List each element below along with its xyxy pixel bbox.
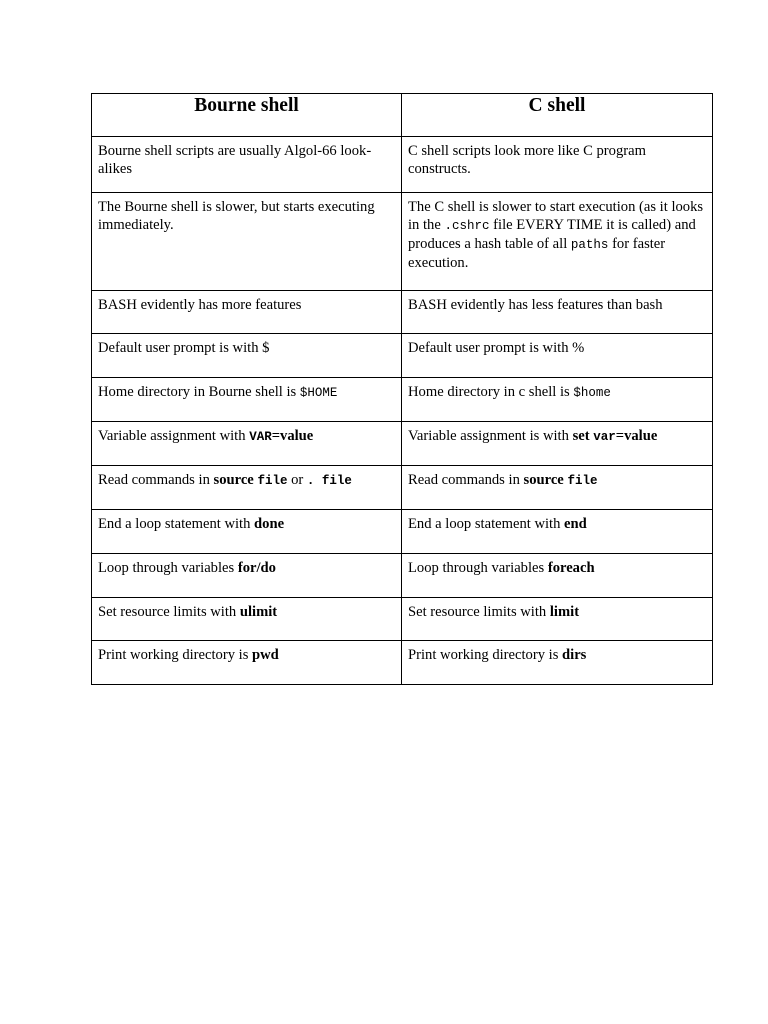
c-shell-cell xyxy=(402,466,713,510)
c-shell-cell xyxy=(402,193,713,291)
c-shell-cell xyxy=(402,510,713,554)
code-text: .cshrc xyxy=(444,219,490,233)
bold-text: for/do xyxy=(237,560,276,576)
cell-text: Default user prompt is with % xyxy=(408,340,585,356)
header-c-shell: C shell xyxy=(402,94,713,137)
c-shell-cell xyxy=(402,378,713,422)
cell-text: Read commands in xyxy=(98,472,214,488)
bourne-cell xyxy=(92,334,402,378)
header-bourne-shell: Bourne shell xyxy=(92,94,402,137)
bold-text: end xyxy=(564,516,587,532)
table-row xyxy=(92,641,713,685)
bold-text: set xyxy=(572,428,594,444)
table-row xyxy=(92,291,713,334)
bourne-cell xyxy=(92,137,402,193)
c-shell-cell xyxy=(402,422,713,466)
table-row xyxy=(92,422,713,466)
c-shell-cell xyxy=(402,291,713,334)
code-text: $home xyxy=(573,386,611,400)
cell-text: BASH evidently has more features xyxy=(98,297,302,313)
cell-text: C shell scripts look more like C program constructs. xyxy=(408,143,646,177)
code-text: VAR xyxy=(249,430,272,444)
bourne-cell xyxy=(92,554,402,598)
c-shell-cell xyxy=(402,137,713,193)
code-text: var xyxy=(593,430,616,444)
cell-text: BASH evidently has less features than bash xyxy=(408,297,663,313)
cell-text: for faster execution. xyxy=(408,236,666,271)
cell-text: The Bourne shell is slower, but starts executing immediately. xyxy=(98,199,375,233)
cell-text: Set resource limits with xyxy=(408,604,550,620)
c-shell-cell xyxy=(402,641,713,685)
cell-text: Loop through variables xyxy=(98,560,238,576)
cell-text: End a loop statement with xyxy=(98,516,255,532)
bourne-cell xyxy=(92,510,402,554)
cell-text: Home directory in Bourne shell is xyxy=(98,384,300,400)
code-text: $HOME xyxy=(299,386,338,400)
cell-text: Set resource limits with xyxy=(98,604,240,620)
table-row xyxy=(92,193,713,291)
c-shell-cell xyxy=(402,554,713,598)
bourne-cell xyxy=(92,422,402,466)
cell-text: Variable assignment is with xyxy=(408,428,573,444)
code-text: paths xyxy=(570,238,609,252)
cell-text: Default user prompt is with $ xyxy=(98,340,270,356)
cell-text: or xyxy=(287,472,307,488)
bourne-cell xyxy=(92,466,402,510)
cell-text: file EVERY TIME it is called) and produces a hash table of all xyxy=(408,217,696,252)
table-row xyxy=(92,378,713,422)
cell-text: Print working directory is xyxy=(408,647,563,663)
bourne-cell xyxy=(92,193,402,291)
table-row xyxy=(92,510,713,554)
bold-text: =value xyxy=(271,428,314,444)
cell-text: Read commands in xyxy=(408,472,524,488)
table-header-row xyxy=(92,94,713,137)
bold-text: pwd xyxy=(252,647,279,663)
bourne-cell xyxy=(92,291,402,334)
bold-text: ulimit xyxy=(239,604,278,620)
bold-text: dirs xyxy=(562,647,587,663)
bold-text: source xyxy=(523,472,568,488)
code-text: file xyxy=(257,474,288,488)
cell-text: The C shell is slower to start execution (as it looks in the xyxy=(408,199,704,233)
code-text: . file xyxy=(306,474,352,488)
bold-text: foreach xyxy=(547,560,595,576)
table-row xyxy=(92,466,713,510)
cell-text: Bourne shell scripts are usually Algol-66 look-alikes xyxy=(98,143,372,177)
bourne-cell xyxy=(92,641,402,685)
bold-text: limit xyxy=(549,604,580,620)
table-row xyxy=(92,554,713,598)
cell-text: Variable assignment with xyxy=(98,428,250,444)
cell-text: Home directory in c shell is xyxy=(408,384,574,400)
bourne-cell xyxy=(92,598,402,641)
cell-text: End a loop statement with xyxy=(408,516,565,532)
table-row xyxy=(92,598,713,641)
shell-comparison-table xyxy=(91,93,713,685)
c-shell-cell xyxy=(402,334,713,378)
cell-text: Loop through variables xyxy=(408,560,548,576)
bold-text: =value xyxy=(615,428,658,444)
bold-text: source xyxy=(213,472,258,488)
table-row xyxy=(92,137,713,193)
bourne-cell xyxy=(92,378,402,422)
code-text: file xyxy=(567,474,598,488)
c-shell-cell xyxy=(402,598,713,641)
table-row xyxy=(92,334,713,378)
cell-text: Print working directory is xyxy=(98,647,253,663)
bold-text: done xyxy=(254,516,285,532)
